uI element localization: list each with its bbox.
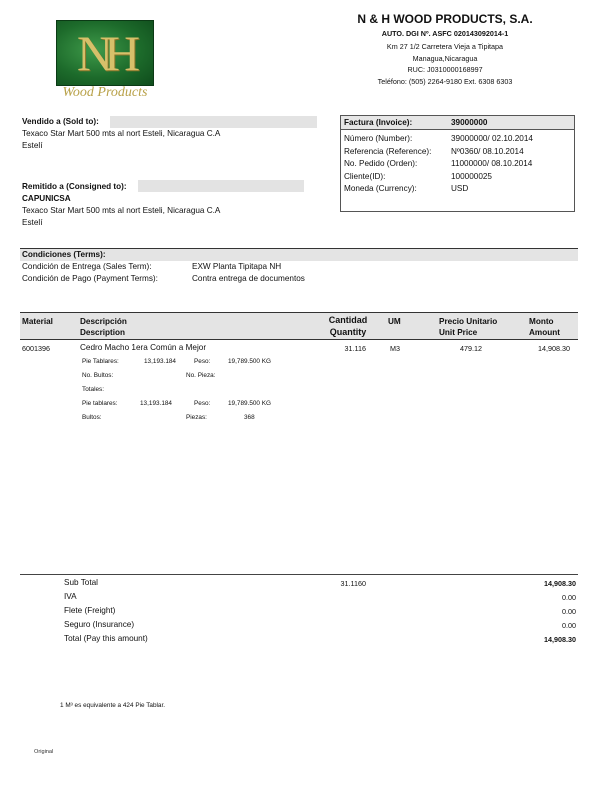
detail-pie-value: 13,193.184: [144, 358, 176, 365]
detail-tot-pie-value: 13,193.184: [140, 400, 172, 407]
terms-row-label: Condición de Entrega (Sales Term):: [22, 262, 152, 271]
col-qty-en: Quantity: [329, 327, 367, 337]
invoice-row-label: No. Pedido (Orden):: [344, 159, 418, 169]
subtotal-amount: 14,908.30: [544, 579, 576, 588]
logo-tagline: Wood Products: [62, 85, 148, 100]
original-label: Original: [34, 749, 54, 755]
company-auth: AUTO. DGI Nº. ASFC 020143092014-1: [381, 29, 509, 38]
detail-pieza-label: No. Pieza:: [186, 372, 216, 379]
invoice-row-value: 100000025: [451, 171, 492, 181]
col-amount-en: Amount: [529, 328, 560, 337]
invoice-values: [451, 133, 533, 196]
iva-amount: 0.00: [562, 593, 576, 602]
col-material: Material: [22, 317, 53, 326]
item-unit-price: 479.12: [460, 344, 482, 353]
company-address1: Km 27 1/2 Carretera Vieja a Tipitapa: [386, 42, 504, 51]
invoice-row-value: USD: [451, 184, 469, 194]
insurance-label: Seguro (Insurance): [64, 620, 135, 629]
item-amount: 14,908.30: [538, 344, 570, 353]
invoice-title: Factura (Invoice):: [344, 118, 413, 127]
col-amount-es: Monto: [529, 317, 554, 326]
subtotal-qty: 31.1160: [340, 579, 366, 588]
item-material: 6001396: [22, 344, 50, 353]
total-amount: 14,908.30: [544, 635, 576, 644]
detail-piezas-label: Piezas:: [186, 414, 207, 421]
subtotal-label: Sub Total: [64, 578, 98, 587]
sold-to-label: Vendido a (Sold to):: [22, 117, 99, 126]
detail-totales-label: Totales:: [82, 386, 105, 393]
terms-row-value: EXW Planta Tipitapa NH: [192, 262, 282, 271]
col-price-es: Precio Unitario: [439, 317, 498, 326]
detail-peso-label: Peso:: [194, 358, 211, 365]
invoice-row-value: 39000000/ 02.10.2014: [451, 134, 533, 143]
sold-to-line1: Texaco Star Mart 500 mts al nort Esteli, Nicaragua C.A: [22, 129, 221, 138]
invoice-row-value: 11000000/ 08.10.2014: [451, 159, 533, 169]
col-desc-en: Description: [80, 328, 126, 337]
invoice-row-label: Referencia (Reference):: [344, 146, 432, 156]
detail-tot-peso-label: Peso:: [194, 400, 211, 407]
terms-title: Condiciones (Terms):: [22, 250, 106, 259]
invoice-box: [340, 115, 575, 212]
footnote: 1 M³ es equivalente a 424 Pie Tablar.: [60, 702, 166, 709]
company-phone: Teléfono: (505) 2264-9180 Ext. 6308 6303: [377, 77, 513, 86]
item-description: Cedro Macho 1era Común a Mejor: [80, 343, 207, 352]
invoice-labels: [344, 133, 431, 196]
detail-piezas-value: 368: [244, 414, 255, 421]
iva-label: IVA: [64, 592, 77, 601]
freight-amount: 0.00: [562, 607, 576, 616]
invoice-row-value: Nº0360/ 08.10.2014: [451, 146, 524, 156]
terms-bar: [20, 248, 578, 261]
sold-to-line2: Estelí: [22, 141, 43, 150]
consigned-to-line1: Texaco Star Mart 500 mts al nort Esteli, Nicaragua C.A: [22, 206, 221, 215]
invoice-row-label: Número (Number):: [344, 134, 413, 143]
detail-bultos2-label: Bultos:: [82, 414, 102, 421]
detail-tot-peso-value: 19,789.500 KG: [228, 400, 271, 407]
item-quantity: 31.116: [344, 344, 366, 353]
logo-letters: NH: [76, 25, 132, 81]
detail-bultos-label: No. Bultos:: [82, 372, 114, 379]
invoice-row-label: Moneda (Currency):: [344, 184, 417, 194]
freight-label: Flete (Freight): [64, 606, 116, 615]
redacted-sold-to: [110, 116, 317, 128]
col-price-en: Unit Price: [439, 328, 478, 337]
insurance-amount: 0.00: [562, 621, 576, 630]
company-address2: Managua,Nicaragua: [412, 54, 478, 63]
company-name: N & H WOOD PRODUCTS, S.A.: [357, 12, 533, 26]
consigned-to-label: Remitido a (Consigned to):: [22, 182, 127, 191]
consigned-to-name: CAPUNICSA: [22, 194, 71, 203]
item-um: M3: [390, 344, 400, 353]
consigned-to-line2: Estelí: [22, 218, 43, 227]
invoice-number: 39000000: [451, 118, 488, 127]
total-label: Total (Pay this amount): [64, 634, 148, 643]
totals-divider: [20, 574, 578, 575]
detail-tot-pie-label: Pie tablares:: [82, 400, 118, 407]
col-um: UM: [388, 317, 401, 326]
redacted-consigned-to: [138, 180, 304, 192]
company-ruc: RUC: J0310000168997: [407, 65, 483, 74]
terms-row-label: Condición de Pago (Payment Terms):: [22, 274, 158, 283]
col-desc-es: Descripción: [80, 317, 127, 326]
invoice-title-bar: [341, 116, 574, 130]
detail-peso-value: 19,789.500 KG: [228, 358, 271, 365]
invoice-row-label: Cliente(ID):: [344, 171, 386, 181]
terms-row-value: Contra entrega de documentos: [192, 274, 305, 283]
col-qty-es: Cantidad: [328, 315, 368, 325]
detail-pie-label: Pie Tablares:: [82, 358, 119, 365]
